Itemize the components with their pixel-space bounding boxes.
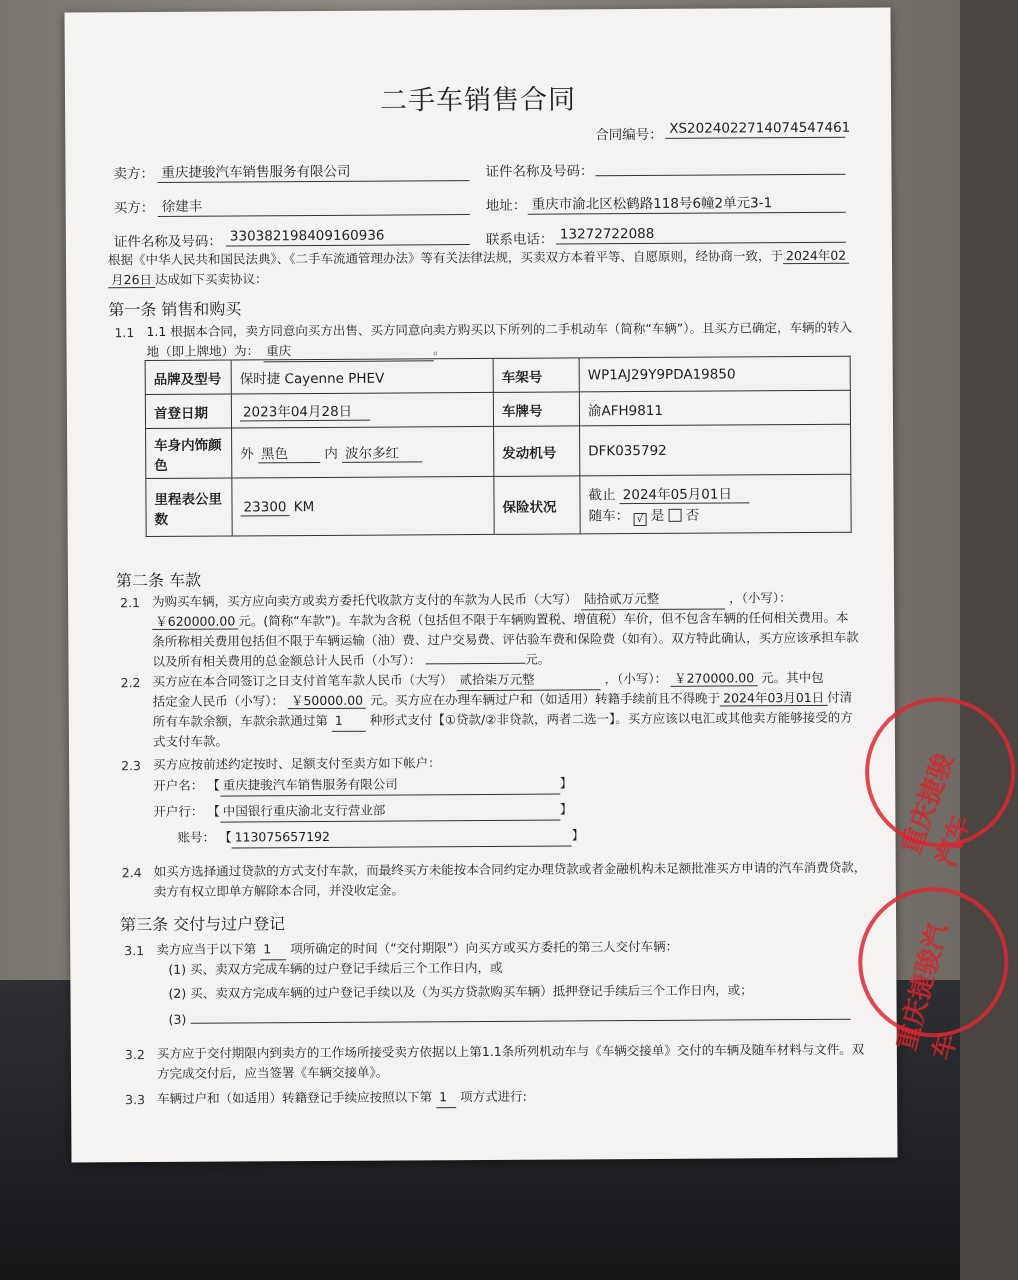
with-car-label: 随车： <box>588 508 630 525</box>
bank-name: 中国银行重庆渝北支行营业部 <box>220 800 560 823</box>
color-interior-label: 内 <box>324 445 338 462</box>
contract-paper <box>64 7 978 1162</box>
registration-date: 2023年04月28日 <box>240 400 370 422</box>
intro-date-a: 2024年02 <box>783 248 849 264</box>
address-label: 地址： <box>485 197 527 214</box>
clause-2-1-number: 2.1 <box>120 595 141 611</box>
insurance-until-row <box>588 482 842 505</box>
vin-label: 车架号 <box>493 358 579 393</box>
clause-3-2-text-b: 方完成交付后，应当签署《车辆交接单》。 <box>156 1064 389 1081</box>
clause-3-1-option-3: (3) <box>168 1011 187 1027</box>
insurance-label: 保险状况 <box>494 476 580 535</box>
account-name: 重庆捷骏汽车销售服务有限公司 <box>220 774 560 797</box>
final-payment-date: 2024年03月01日 <box>720 690 827 707</box>
clause-3-3-text-b: 项方式进行: <box>460 1088 527 1105</box>
seal-stamp-upper <box>865 697 1016 871</box>
clause-2-2-text-c: 括定金人民币（小写）： <box>152 693 285 710</box>
color-exterior-label: 外 <box>240 446 254 463</box>
clause-3-2-number: 3.2 <box>124 1047 145 1063</box>
clause-2-1-small-label: ，（小写）： <box>729 590 792 606</box>
bracket-left: 【 <box>218 829 232 845</box>
clause-2-4-text-a: 如买方选择通过贷款的方式支付车款，而最终买方未能按本合同约定办理贷款或者金融机构未足额批准买方申请的汽车消费贷款， <box>153 859 867 880</box>
buyer-address: 重庆市渝北区松鹤路118号6幢2单元3-1 <box>528 191 846 215</box>
registration-date-label: 首登日期 <box>145 394 231 429</box>
buyer-name: 徐建丰 <box>158 193 470 217</box>
clause-2-2-text-h: 式支付车款。 <box>152 733 229 750</box>
brand-label: 品牌及型号 <box>145 360 231 395</box>
contract-no-label: 合同编号： <box>595 126 663 144</box>
mileage-cell <box>232 476 494 536</box>
color-cell <box>232 426 494 478</box>
contract-no: XS20240227140745474​61 <box>665 120 845 139</box>
color-exterior: 黑色 <box>258 442 320 463</box>
clause-2-2-number: 2.2 <box>120 675 141 691</box>
clause-2-2-line-3 <box>153 708 853 733</box>
buyer-id-label: 证件名称及号码： <box>113 233 222 251</box>
delivery-item: 1 <box>260 939 286 960</box>
seal-text-upper: 重庆捷骏汽车 <box>896 750 978 871</box>
total-with-fees <box>425 663 525 665</box>
vin-value: WP1AJ29Y9PDA19850 <box>579 356 850 392</box>
clause-2-2-text-f: 所有车款余额，车款余款通过第 <box>152 712 328 730</box>
yes-label: 是 <box>650 507 665 524</box>
clause-2-2-text-d: 元。买方应在办理车辆过户和（如适用）转籍手续前且不得晚于 <box>370 690 721 708</box>
bracket-right: 】 <box>559 775 573 791</box>
clause-2-4-text-b: 卖方有权立即单方解除本合同，并没收定金。 <box>153 882 404 900</box>
color-label: 车身内饰颜色 <box>146 428 232 479</box>
document-title: 二手车销售合同 <box>379 84 577 117</box>
section-2-title: 第二条 车款 <box>115 570 202 591</box>
registration-place: 重庆 <box>263 340 433 362</box>
vehicle-info-table <box>145 356 852 537</box>
account-number-row <box>177 825 584 848</box>
clause-1-1-text-b: 地（即上牌地）为： <box>146 343 260 360</box>
account-name-row <box>153 773 572 797</box>
engine-value: DFK035792 <box>580 424 851 476</box>
seller-label: 卖方： <box>113 165 155 183</box>
insurance-until-label: 截止 <box>588 487 616 504</box>
clause-2-1-line-4 <box>152 650 550 672</box>
clause-3-1-text-a: 卖方应当于以下第 <box>156 941 257 957</box>
plate-value: 渝AFH9811 <box>579 390 850 426</box>
account-number-label: 账号： <box>177 829 216 845</box>
intro-text-a: 根据《中华人民共和国民法典》、《二手车流通管理办法》等有关法律法规，买卖双方本着平等、自愿原则，经协商一致，于 <box>107 248 784 268</box>
total-amount-upper: 陆拾贰万元整 <box>581 589 725 611</box>
clause-2-1-text-b: 元。(简称“车款”)。车款为含税（包括但不限于车辆购置税、增值税）车价，但不包含车辆的任何相关费用。本 <box>238 609 849 629</box>
seller-name: 重庆捷骏汽车销售服务有限公司 <box>157 159 469 183</box>
account-name-label: 开户名： <box>153 777 204 794</box>
clause-3-2-text-a: 买方应于交付期限内到卖方的工作场所接受卖方依据以上第1.1条所列机动车与《车辆交接单》交付的车辆及随车材料与文件。双 <box>156 1041 865 1061</box>
clause-1-1-number: 1.1 <box>114 325 135 341</box>
bracket-right: 】 <box>559 801 573 817</box>
seller-id <box>595 157 845 177</box>
total-amount: ￥620000.00 <box>152 613 238 630</box>
clause-3-1-option-3-blank <box>190 1019 850 1024</box>
bracket-right: 】 <box>571 827 585 843</box>
clause-2-2-text-a: 买方应在本合同签订之日支付首笔车款人民币（大写） <box>152 672 453 690</box>
account-number: 113075657192 <box>231 825 571 848</box>
no-label: 否 <box>685 507 700 524</box>
clause-2-2-text-b: 元。其中包 <box>761 669 824 686</box>
seller-id-label: 证件名称及号码： <box>485 163 594 180</box>
clause-2-3-text: 买方应按前述约定按时、足额支付至卖方如下帐户： <box>153 755 441 773</box>
intro-line-2 <box>108 269 268 290</box>
intro-date-b: 月26日 <box>108 272 155 288</box>
buyer-id: 330382198409160936 <box>226 227 470 246</box>
clause-3-1-option-1: (1) 买、卖双方完成车辆的过户登记手续后三个工作日内，或 <box>168 959 503 977</box>
plate-label: 车牌号 <box>493 392 579 427</box>
seal-stamp-lower <box>858 887 1009 1064</box>
clause-3-1-text-b: 项所确定的时间（“交付期限”）向买方或买方委托的第三人交付车辆： <box>290 938 679 957</box>
clause-3-3-text-a: 车辆过户和（如适用）转籍登记手续应按照以下第 <box>157 1089 433 1106</box>
color-interior: 波尔多红 <box>342 441 422 462</box>
clause-2-1-text-d: 以及所有相关费用的总金额总计人民币（小写）： <box>152 652 422 670</box>
phone-label: 联系电话： <box>485 231 554 248</box>
engine-label: 发动机号 <box>494 426 580 477</box>
bracket-left: 【 <box>207 777 220 793</box>
insurance-cell <box>580 474 851 534</box>
payment-method: 1 <box>332 711 366 732</box>
bracket-left: 【 <box>207 803 220 819</box>
intro-text-b: 达成如下买卖协议： <box>154 271 268 287</box>
transfer-item: 1 <box>436 1087 456 1108</box>
mileage-value: 23300 <box>240 499 289 516</box>
buyer-label: 买方： <box>113 199 155 217</box>
section-1-title: 第一条 销售和购买 <box>108 299 242 320</box>
brand-value: 保时捷 Cayenne PHEV <box>231 358 493 394</box>
clause-3-1-option-2: (2) 买、卖双方完成车辆的过户登记手续以及（为买方贷款购买车辆）抵押登记手续后三个工作日内，或； <box>168 982 753 1001</box>
bank-label: 开户行： <box>153 803 204 820</box>
section-3-title: 第三条 交付与过户登记 <box>120 914 286 935</box>
clause-1-1-line-2: 地（即上牌地）为： 重庆 。 <box>147 340 446 363</box>
first-payment-amount: ￥270000.00 <box>671 670 757 687</box>
bank-row <box>153 799 572 823</box>
clause-3-1-number: 3.1 <box>124 943 145 959</box>
no-checkbox[interactable] <box>668 509 681 522</box>
mileage-unit: KM <box>293 498 315 515</box>
insurance-until-date: 2024年05月01日 <box>620 482 750 504</box>
clause-3-3-number: 3.3 <box>125 1092 146 1108</box>
deposit-amount: ￥50000.00 <box>288 693 366 709</box>
clause-3-1-option-3-row <box>169 1006 851 1030</box>
clause-3-1-line-1 <box>156 937 678 961</box>
clause-2-3-number: 2.3 <box>121 758 142 774</box>
clause-2-1-text-c: 条所称相关费用包括但不限于车辆运输（油）费、过户交易费、评估验车费和保险费（如有）。双方特此确认，买方应该承担车款 <box>152 629 859 650</box>
with-car-row <box>589 503 843 527</box>
clause-2-1-text-e: 元。 <box>525 651 551 667</box>
registration-date-cell <box>231 392 493 428</box>
clause-2-2-text-e: 付清 <box>827 689 853 705</box>
clause-1-1-text-a: 1.1 根据本合同，卖方同意向买方出售、买方同意向卖方购买以下所列的二手机动车（简称“车辆”）。且买方已确定，车辆的转入 <box>146 319 853 340</box>
buyer-phone: 13272722088 <box>556 225 846 245</box>
intro-line-1 <box>108 246 849 271</box>
clause-2-4-number: 2.4 <box>121 865 142 881</box>
seal-text-lower: 重庆捷骏汽车 <box>891 920 964 1064</box>
clause-2-1-text-a: 为购买车辆，买方应向卖方或卖方委托代收款方支付的车款为人民币（大写） <box>152 591 578 610</box>
mileage-label: 里程表公里数 <box>146 478 232 537</box>
clause-2-2-small-label: ，（小写）： <box>604 670 668 687</box>
clause-3-3-line <box>157 1087 527 1110</box>
clause-2-2-text-g: 种形式支付【①贷款/②非贷款，两者二选一】。买方应该以电汇或其他卖方能够接受的方 <box>369 709 853 728</box>
first-payment-upper: 贰拾柒万元整 <box>457 669 601 691</box>
yes-checkbox[interactable]: √ <box>633 513 646 526</box>
